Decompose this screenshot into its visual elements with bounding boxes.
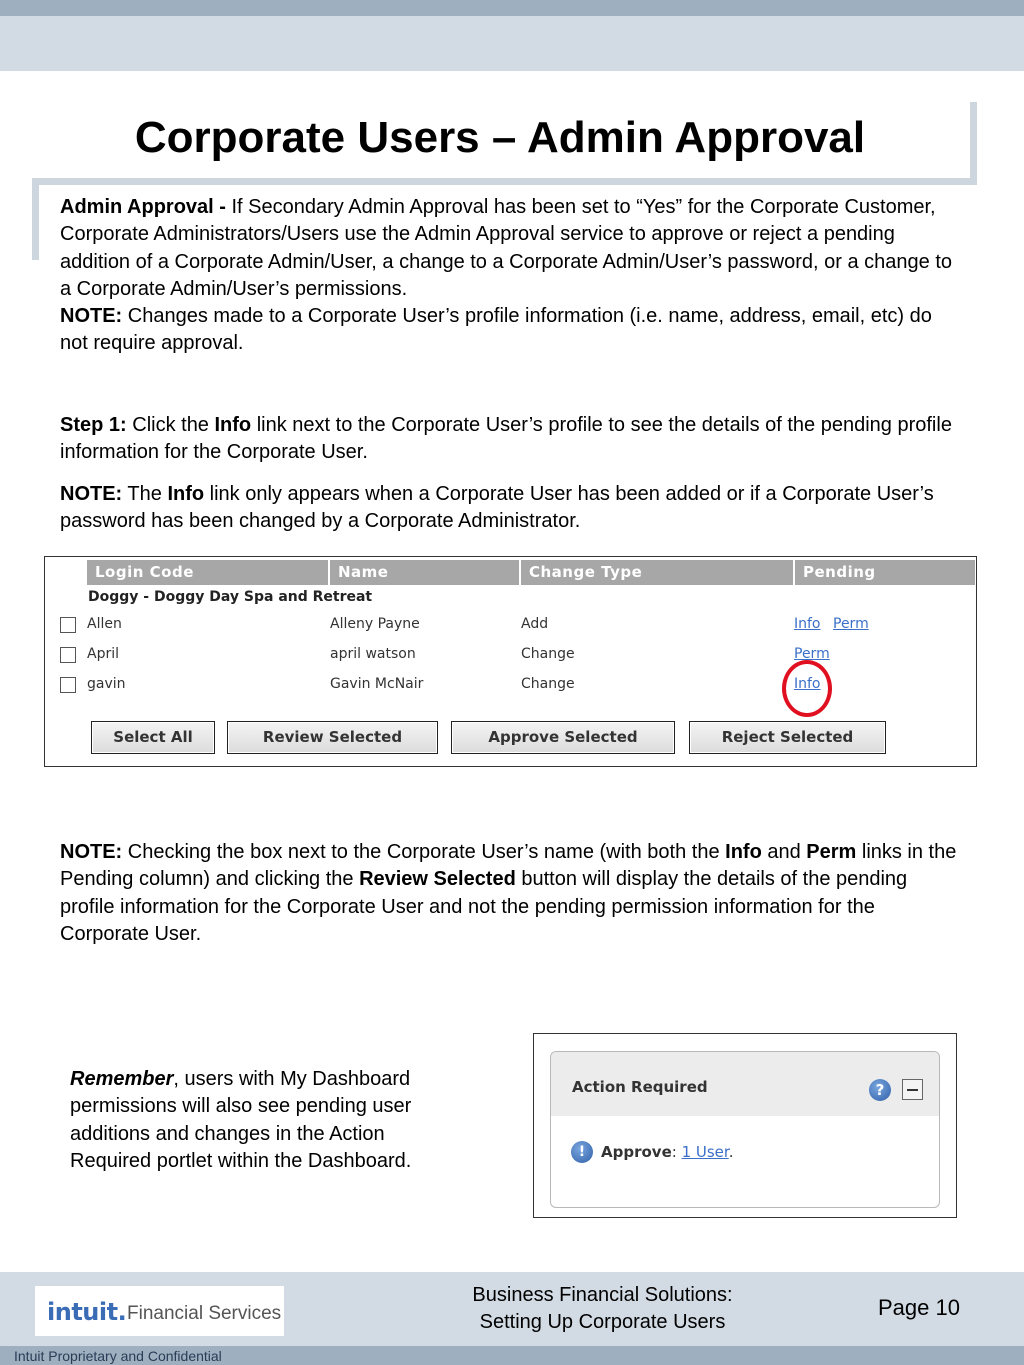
- pending-users-link[interactable]: 1 User: [681, 1143, 729, 1161]
- change-type: Change: [521, 676, 575, 692]
- note3-perm-keyword: Perm: [806, 841, 857, 863]
- header-name: Name: [330, 560, 521, 585]
- approve-period: .: [728, 1143, 734, 1161]
- approve-selected-button[interactable]: Approve Selected: [451, 721, 675, 754]
- note2-paragraph: [60, 481, 960, 536]
- row-checkbox[interactable]: [60, 617, 76, 633]
- intro-label: Admin Approval -: [60, 196, 226, 218]
- header-pending: Pending: [795, 560, 975, 585]
- note3-text-c: links in the Pending column) and clicking the: [60, 841, 957, 891]
- intro-note-label: NOTE:: [60, 305, 123, 328]
- action-required-screenshot: [533, 1033, 957, 1218]
- step1-paragraph: [60, 412, 960, 467]
- customer-group-label: Doggy - Doggy Day Spa and Retreat: [88, 589, 373, 605]
- note2-info-keyword: Info: [167, 483, 205, 505]
- admin-approval-screenshot: [44, 556, 977, 767]
- change-type: Add: [521, 616, 549, 632]
- intro-paragraph: [60, 194, 960, 358]
- page-title: Corporate Users – Admin Approval: [134, 113, 866, 162]
- page-number: Page 10: [878, 1295, 960, 1320]
- login-code: gavin: [87, 676, 126, 692]
- logo-subtitle: Financial Services: [127, 1303, 282, 1324]
- step1-label: Step 1:: [60, 414, 127, 436]
- select-all-button[interactable]: Select All: [91, 721, 215, 754]
- reject-selected-button[interactable]: Reject Selected: [689, 721, 886, 754]
- review-selected-button[interactable]: Review Selected: [227, 721, 438, 754]
- remember-label: Remember: [70, 1068, 174, 1090]
- header-login-code: Login Code: [87, 560, 330, 585]
- table-row: [45, 614, 975, 638]
- step1-text-b: link next to the Corporate User’s profile to see the details of the pending profile information for the Corporate User.: [60, 414, 952, 464]
- help-icon[interactable]: ?: [869, 1079, 891, 1101]
- user-name: april watson: [330, 646, 416, 662]
- login-code: April: [87, 646, 119, 662]
- approve-colon: :: [671, 1143, 682, 1161]
- action-required-portlet: [550, 1051, 940, 1208]
- portlet-title: Action Required: [572, 1078, 708, 1096]
- approve-label: Approve: [601, 1143, 672, 1161]
- footer-caption: [420, 1282, 785, 1336]
- remember-note: [70, 1066, 470, 1175]
- step1-info-keyword: Info: [214, 414, 252, 436]
- note3-paragraph: [60, 839, 960, 948]
- user-name: Gavin McNair: [330, 676, 424, 692]
- footer-line-2: Setting Up Corporate Users: [479, 1311, 726, 1333]
- table-row: [45, 674, 975, 698]
- step1-text-a: Click the: [126, 414, 215, 436]
- highlight-circle: [782, 660, 832, 717]
- perm-link[interactable]: Perm: [833, 616, 869, 632]
- footer-line-1: Business Financial Solutions:: [472, 1284, 733, 1306]
- minimize-icon[interactable]: [902, 1079, 923, 1100]
- perm-link[interactable]: Perm: [794, 646, 830, 662]
- approve-line: [601, 1143, 733, 1161]
- title-frame-left: [32, 178, 39, 260]
- note3-text-a: Checking the box next to the Corporate User’s name (with both the: [122, 841, 726, 863]
- logo-brand: intuit.: [47, 1298, 127, 1326]
- note3-review-keyword: Review Selected: [359, 868, 516, 891]
- remember-text: , users with My Dashboard permissions will also see pending user additions and changes in the Action Required portlet within the Dashboard.: [70, 1068, 412, 1172]
- info-link[interactable]: Info: [794, 676, 821, 692]
- top-bar: [0, 0, 1024, 16]
- note2-label: NOTE:: [60, 483, 123, 505]
- note3-label: NOTE:: [60, 841, 123, 863]
- header-change-type: Change Type: [521, 560, 795, 585]
- intro-text: If Secondary Admin Approval has been set to “Yes” for the Corporate Customer, Corporate Administrators/Users use the Admin Approval service to approve or reject a pending addition of a Corporate Admin/User, a change to a Corporate Admin/User’s password, or a change to a Corporate Admin/User’s permissions.: [60, 196, 952, 300]
- intro-note-text: Changes made to a Corporate User’s profile information (i.e. name, address, email, etc) do not require approval.: [60, 305, 932, 355]
- confidential-notice: Intuit Proprietary and Confidential: [14, 1348, 222, 1364]
- title-frame-right: [970, 102, 977, 184]
- header-band: [0, 16, 1024, 71]
- title-frame-bottom: [32, 178, 977, 185]
- row-checkbox[interactable]: [60, 647, 76, 663]
- user-name: Alleny Payne: [330, 616, 420, 632]
- note3-text-b: and: [761, 841, 807, 863]
- grid-header: [87, 560, 975, 585]
- alert-icon: !: [571, 1141, 593, 1163]
- change-type: Change: [521, 646, 575, 662]
- row-checkbox[interactable]: [60, 677, 76, 693]
- note2-text-b: link only appears when a Corporate User has been added or if a Corporate User’s password has been changed by a Corporate Administrator.: [60, 483, 934, 533]
- table-row: [45, 644, 975, 668]
- login-code: Allen: [87, 616, 122, 632]
- intuit-logo: [35, 1286, 284, 1336]
- note3-info-keyword: Info: [725, 841, 762, 863]
- info-link[interactable]: Info: [794, 616, 821, 632]
- note2-text-a: The: [122, 483, 168, 505]
- note3-text-d: button will display the details of the pending profile information for the Corporate User and not the pending permission information for the Corporate User.: [60, 868, 908, 945]
